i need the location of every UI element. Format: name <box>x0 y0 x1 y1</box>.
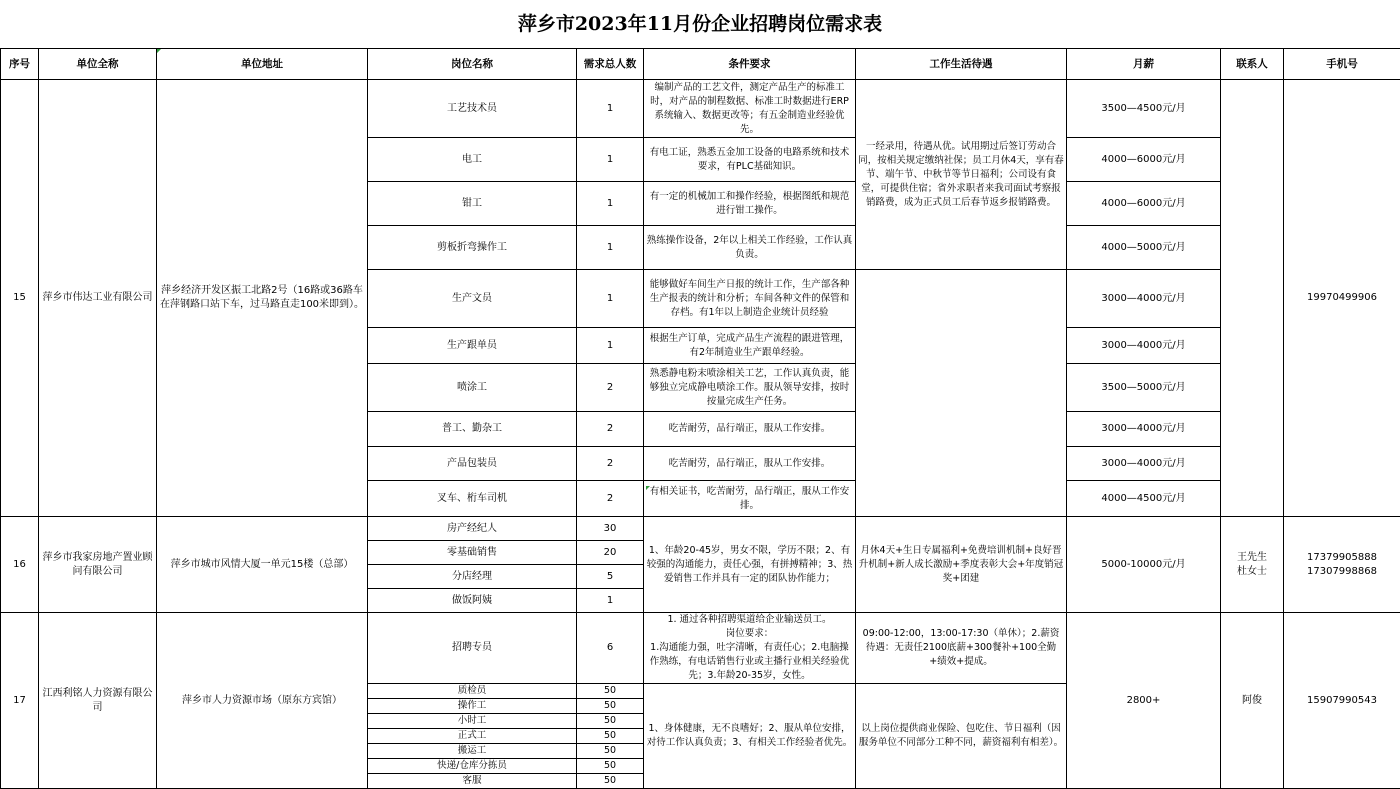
header-cell-address[interactable]: 单位地址 <box>157 49 368 80</box>
cell-company[interactable]: 萍乡市伟达工业有限公司 <box>39 80 157 517</box>
cell-marker-icon <box>157 49 161 53</box>
requirement-line: 1.沟通能力强，吐字清晰，有责任心；2.电脑操作熟练，有电话销售行业或主播行业相关经验优先；3.年龄20-35岁，女性。 <box>646 641 853 683</box>
cell-count[interactable]: 1 <box>577 80 644 138</box>
cell-count[interactable]: 50 <box>577 684 644 699</box>
cell-requirement[interactable]: 有电工证，熟悉五金加工设备的电路系统和技术要求，有PLC基础知识。 <box>644 138 856 182</box>
cell-address[interactable]: 萍乡市人力资源市场（原东方宾馆） <box>157 613 368 789</box>
cell-count[interactable]: 50 <box>577 744 644 759</box>
cell-benefits-empty[interactable] <box>856 270 1067 517</box>
header-cell-position[interactable]: 岗位名称 <box>368 49 577 80</box>
cell-salary[interactable]: 4000—6000元/月 <box>1067 138 1221 182</box>
cell-position[interactable]: 电工 <box>368 138 577 182</box>
cell-salary[interactable]: 3000—4000元/月 <box>1067 447 1221 481</box>
cell-no[interactable]: 17 <box>1 613 39 789</box>
cell-salary[interactable]: 3000—4000元/月 <box>1067 412 1221 447</box>
cell-count[interactable]: 1 <box>577 138 644 182</box>
cell-company[interactable]: 江西利铭人力资源有限公司 <box>39 613 157 789</box>
cell-address[interactable]: 萍乡经济开发区振工北路2号（16路或36路车在萍钢路口站下车，过马路直走100米即到）。 <box>157 80 368 517</box>
cell-position[interactable]: 做饭阿姨 <box>368 589 577 613</box>
cell-count[interactable]: 2 <box>577 481 644 517</box>
cell-position[interactable]: 快递/仓库分拣员 <box>368 759 577 774</box>
table-row <box>1 613 1400 684</box>
cell-no[interactable]: 15 <box>1 80 39 517</box>
cell-contact[interactable] <box>1221 517 1284 613</box>
header-cell-phone[interactable]: 手机号 <box>1284 49 1400 80</box>
header-cell-contact[interactable]: 联系人 <box>1221 49 1284 80</box>
cell-requirement[interactable]: 有一定的机械加工和操作经验，根据图纸和规范进行钳工操作。 <box>644 182 856 226</box>
cell-requirement[interactable]: 1、年龄20-45岁，男女不限，学历不限；2、有较强的沟通能力，责任心强，有拼搏精神；3、热爱销售工作并具有一定的团队协作能力； <box>644 517 856 613</box>
cell-position[interactable]: 质检员 <box>368 684 577 699</box>
cell-benefits[interactable]: 一经录用，待遇从优。试用期过后签订劳动合同，按相关规定缴纳社保；员工月休4天，享有春节、端午节、中秋节等节日福利；公司设有食堂，可提供住宿；省外求职者来我司面试考察报销路费，成为正式员工后春节返乡报销路费。 <box>856 80 1067 270</box>
cell-count[interactable]: 1 <box>577 270 644 328</box>
cell-contact[interactable]: 阿俊 <box>1221 613 1284 789</box>
cell-count[interactable]: 2 <box>577 364 644 412</box>
contact-name: 杜女士 <box>1223 565 1281 579</box>
cell-position[interactable]: 普工、勤杂工 <box>368 412 577 447</box>
cell-count[interactable]: 20 <box>577 541 644 565</box>
cell-position[interactable]: 房产经纪人 <box>368 517 577 541</box>
cell-count[interactable]: 50 <box>577 774 644 789</box>
cell-requirement[interactable]: 熟练操作设备，2年以上相关工作经验，工作认真负责。 <box>644 226 856 270</box>
cell-benefits[interactable]: 月休4天+生日专属福利+免费培训机制+良好晋升机制+新人成长激励+季度表彰大会+年度销冠奖+团建 <box>856 517 1067 613</box>
cell-salary[interactable]: 3500—4500元/月 <box>1067 80 1221 138</box>
cell-salary[interactable]: 4000—6000元/月 <box>1067 182 1221 226</box>
cell-count[interactable]: 1 <box>577 182 644 226</box>
sheet-title: 萍乡市2023年11月份企业招聘岗位需求表 <box>0 0 1400 49</box>
cell-position[interactable]: 操作工 <box>368 699 577 714</box>
table-row <box>1 80 1400 138</box>
cell-count[interactable]: 1 <box>577 328 644 364</box>
header-cell-company[interactable]: 单位全称 <box>39 49 157 80</box>
cell-phone[interactable]: 19970499906 <box>1284 80 1400 517</box>
cell-address[interactable]: 萍乡市城市风情大厦一单元15楼（总部） <box>157 517 368 613</box>
cell-benefits[interactable]: 09:00-12:00，13:00-17:30（单休）；2.薪资待遇：无责任2100底薪+300餐补+100全勤+绩效+提成。 <box>856 613 1067 684</box>
cell-salary[interactable]: 5000-10000元/月 <box>1067 517 1221 613</box>
cell-position[interactable]: 客服 <box>368 774 577 789</box>
cell-position[interactable]: 搬运工 <box>368 744 577 759</box>
cell-position[interactable]: 工艺技术员 <box>368 80 577 138</box>
cell-count[interactable]: 2 <box>577 412 644 447</box>
cell-salary[interactable]: 4000—4500元/月 <box>1067 481 1221 517</box>
cell-count[interactable]: 5 <box>577 565 644 589</box>
requirement-line: 岗位要求： <box>646 627 853 641</box>
phone-number: 17307998868 <box>1286 565 1398 579</box>
cell-no[interactable]: 16 <box>1 517 39 613</box>
cell-count[interactable]: 50 <box>577 714 644 729</box>
cell-count[interactable]: 50 <box>577 759 644 774</box>
cell-count[interactable]: 1 <box>577 589 644 613</box>
cell-requirement[interactable]: 根据生产订单，完成产品生产流程的跟进管理，有2年制造业生产跟单经验。 <box>644 328 856 364</box>
cell-count[interactable]: 50 <box>577 699 644 714</box>
phone-number: 17379905888 <box>1286 551 1398 565</box>
header-cell-count[interactable]: 需求总人数 <box>577 49 644 80</box>
cell-requirement[interactable]: 能够做好车间生产日报的统计工作，生产部各种生产报表的统计和分析；车间各种文件的保管和存档。有1年以上制造企业统计员经验 <box>644 270 856 328</box>
header-cell-benefits[interactable]: 工作生活待遇 <box>856 49 1067 80</box>
cell-count[interactable]: 30 <box>577 517 644 541</box>
cell-position[interactable]: 剪板折弯操作工 <box>368 226 577 270</box>
cell-position[interactable]: 生产文员 <box>368 270 577 328</box>
cell-position[interactable]: 小时工 <box>368 714 577 729</box>
cell-requirement[interactable]: 有相关证书，吃苦耐劳，品行端正，服从工作安排。 <box>644 481 856 517</box>
requirement-line: 1. 通过各种招聘渠道给企业输送员工。 <box>646 613 853 627</box>
cell-phone[interactable] <box>1284 517 1400 613</box>
contact-name: 王先生 <box>1223 551 1281 565</box>
cell-requirement[interactable]: 熟悉静电粉末喷涂相关工艺，工作认真负责，能够独立完成静电喷涂工作。服从领导安排，按时按量完成生产任务。 <box>644 364 856 412</box>
header-cell-no[interactable]: 序号 <box>1 49 39 80</box>
cell-marker-icon <box>646 486 650 490</box>
cell-position[interactable]: 产品包装员 <box>368 447 577 481</box>
cell-contact[interactable] <box>1221 80 1284 517</box>
cell-benefits[interactable]: 以上岗位提供商业保险、包吃住、节日福利（因服务单位不同部分工种不同，薪资福利有相差）。 <box>856 684 1067 789</box>
cell-company[interactable]: 萍乡市我家房地产置业顾问有限公司 <box>39 517 157 613</box>
cell-position[interactable]: 钳工 <box>368 182 577 226</box>
cell-salary[interactable]: 2800+ <box>1067 613 1221 789</box>
header-cell-requirements[interactable]: 条件要求 <box>644 49 856 80</box>
cell-requirement[interactable] <box>644 613 856 684</box>
cell-position[interactable]: 喷涂工 <box>368 364 577 412</box>
cell-position[interactable]: 叉车、桁车司机 <box>368 481 577 517</box>
cell-salary[interactable]: 3000—4000元/月 <box>1067 328 1221 364</box>
recruitment-table <box>0 48 1400 789</box>
table-row <box>1 517 1400 541</box>
header-row <box>1 49 1400 80</box>
cell-salary[interactable]: 3500—5000元/月 <box>1067 364 1221 412</box>
cell-requirement[interactable]: 吃苦耐劳，品行端正，服从工作安排。 <box>644 412 856 447</box>
cell-phone[interactable]: 15907990543 <box>1284 613 1400 789</box>
cell-count[interactable]: 50 <box>577 729 644 744</box>
header-cell-salary[interactable]: 月薪 <box>1067 49 1221 80</box>
cell-salary[interactable]: 4000—5000元/月 <box>1067 226 1221 270</box>
cell-requirement[interactable]: 吃苦耐劳，品行端正，服从工作安排。 <box>644 447 856 481</box>
cell-salary[interactable]: 3000—4000元/月 <box>1067 270 1221 328</box>
cell-position[interactable]: 零基础销售 <box>368 541 577 565</box>
cell-position[interactable]: 分店经理 <box>368 565 577 589</box>
cell-requirement[interactable]: 编制产品的工艺文件，测定产品生产的标准工时，对产品的制程数据、标准工时数据进行ERP系统输入、数据更改等；有五金制造业经验优先。 <box>644 80 856 138</box>
cell-count[interactable]: 1 <box>577 226 644 270</box>
cell-requirement[interactable]: 1、身体健康，无不良嗜好；2、服从单位安排，对待工作认真负责；3、有相关工作经验者优先。 <box>644 684 856 789</box>
cell-count[interactable]: 2 <box>577 447 644 481</box>
cell-position[interactable]: 招聘专员 <box>368 613 577 684</box>
cell-count[interactable]: 6 <box>577 613 644 684</box>
cell-position[interactable]: 生产跟单员 <box>368 328 577 364</box>
cell-position[interactable]: 正式工 <box>368 729 577 744</box>
